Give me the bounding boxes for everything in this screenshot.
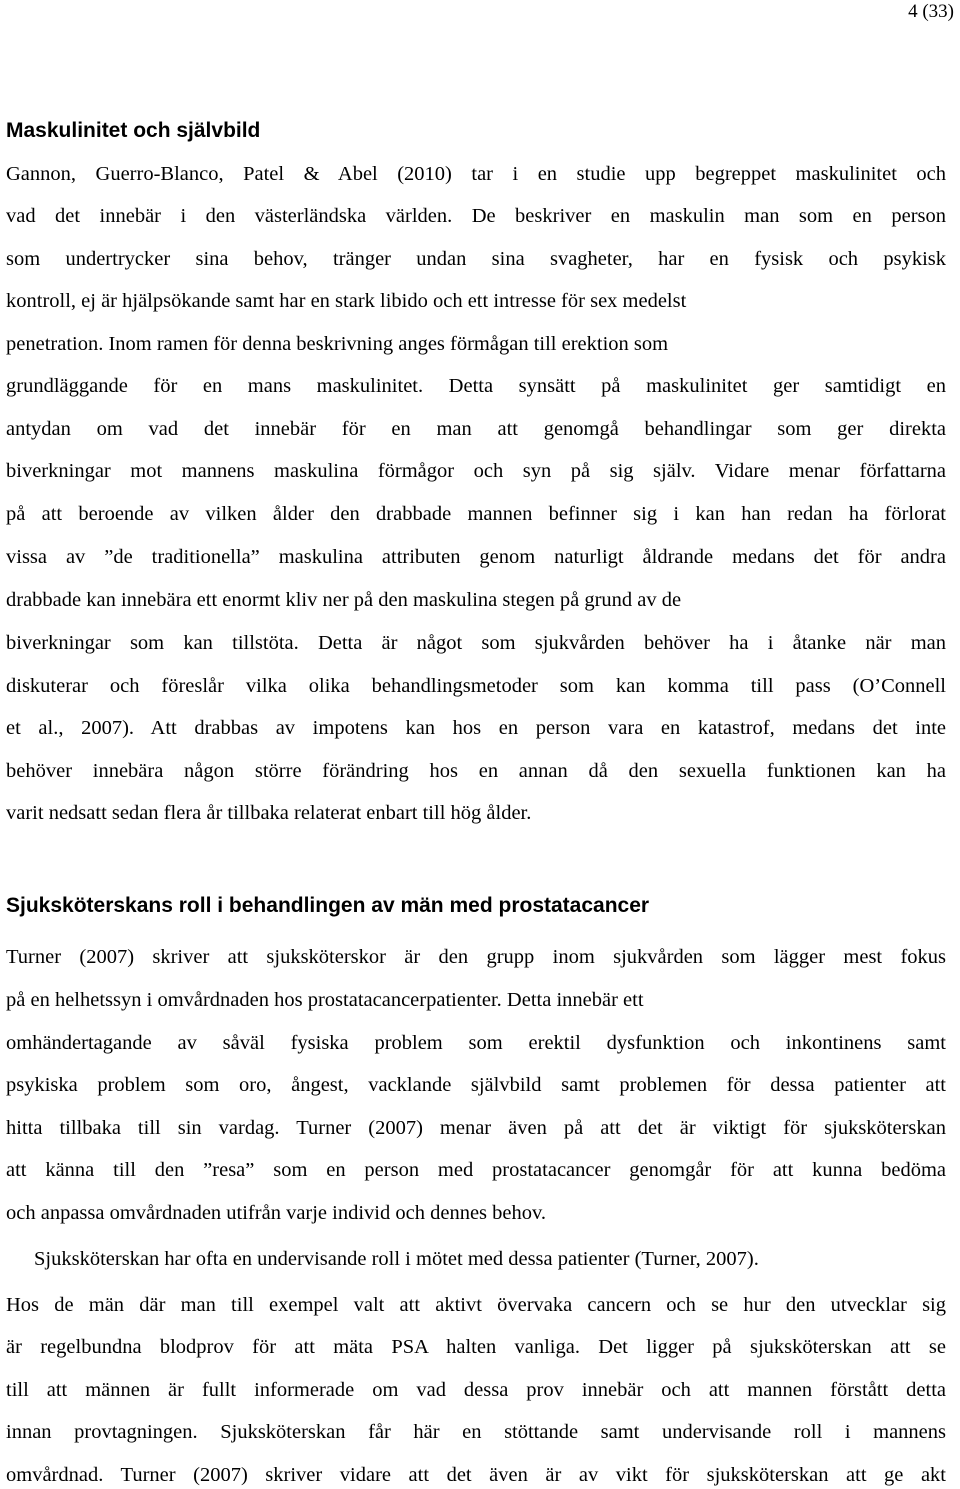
paragraph-line: Turner (2007) skriver att sjuksköterskor är den grupp inom sjukvården som lägger mest fokus [6, 946, 946, 968]
paragraph-line: biverkningar mot mannens maskulina förmågor och syn på sig själv. Vidare menar författarna [6, 460, 946, 482]
section-heading-sjukskoterskans-roll: Sjuksköterskans roll i behandlingen av män med prostatacancer [6, 894, 650, 917]
paragraph-line: vad det innebär i den västerländska världen. De beskriver en maskulin man som en person [6, 205, 946, 227]
paragraph-line: att känna till den ”resa” som en person med prostatacancer genomgår för att kunna bedöma [6, 1159, 946, 1181]
paragraph-line: biverkningar som kan tillstöta. Detta är något som sjukvården behöver ha i åtanke när man [6, 632, 946, 654]
paragraph-line: varit nedsatt sedan flera år tillbaka relaterat enbart till hög ålder. [6, 802, 532, 824]
paragraph-line: på att beroende av vilken ålder den drabbade mannen befinner sig i kan han redan ha förlorat [6, 503, 946, 525]
paragraph-line: diskuterar och föreslår vilka olika behandlingsmetoder som kan komma till pass (O’Connell [6, 675, 946, 697]
paragraph-line: drabbade kan innebära ett enormt kliv ner på den maskulina stegen på grund av de [6, 589, 682, 611]
paragraph-line: omhändertagande av såväl fysiska problem som erektil dysfunktion och inkontinens samt [6, 1032, 946, 1054]
paragraph-line: antydan om vad det innebär för en man att genomgå behandlingar som ger direkta [6, 418, 946, 440]
paragraph-line: hitta tillbaka till sin vardag. Turner (2007) menar även på att det är viktigt för sjuksköterskan [6, 1117, 946, 1139]
paragraph-line: behöver innebära någon större förändring hos en annan då den sexuella funktionen kan ha [6, 760, 946, 782]
paragraph-line: psykiska problem som oro, ångest, vacklande självbild samt problemen för dessa patienter att [6, 1074, 946, 1096]
paragraph-line: Gannon, Guerro-Blanco, Patel & Abel (2010) tar i en studie upp begreppet maskulinitet och [6, 163, 946, 185]
paragraph-line: innan provtagningen. Sjuksköterskan får här en stöttande samt undervisande roll i mannens [6, 1421, 946, 1443]
paragraph-line: som undertrycker sina behov, tränger undan sina svagheter, har en fysisk och psykisk [6, 248, 946, 270]
paragraph-line: grundläggande för en mans maskulinitet. Detta synsätt på maskulinitet ger samtidigt en [6, 375, 946, 397]
paragraph-line: kontroll, ej är hjälpsökande samt har en stark libido och ett intresse för sex medelst [6, 290, 687, 312]
paragraph-line: et al., 2007). Att drabbas av impotens kan hos en person vara en katastrof, medans det inte [6, 717, 946, 739]
paragraph-line: Hos de män där man till exempel valt att aktivt övervaka cancern och se hur den utvecklar sig [6, 1294, 946, 1316]
paragraph-line-indented: Sjuksköterskan har ofta en undervisande roll i mötet med dessa patienter (Turner, 2007). [34, 1248, 759, 1270]
paragraph-line: penetration. Inom ramen för denna beskrivning anges förmågan till erektion som [6, 333, 669, 355]
section-heading-maskulinitet: Maskulinitet och självbild [6, 119, 261, 142]
page-number: 4 (33) [908, 1, 954, 22]
paragraph-line: är regelbundna blodprov för att mäta PSA halten vanliga. Det ligger på sjuksköterskan att se [6, 1336, 946, 1358]
paragraph-line: omvårdnad. Turner (2007) skriver vidare att det även är av vikt för sjuksköterskan att ge akt [6, 1464, 946, 1486]
paragraph-line: vissa av ”de traditionella” maskulina attributen genom naturligt åldrande medans det för andra [6, 546, 946, 568]
paragraph-line: och anpassa omvårdnaden utifrån varje individ och dennes behov. [6, 1202, 547, 1224]
paragraph-line: på en helhetssyn i omvårdnaden hos prostatacancerpatienter. Detta innebär ett [6, 989, 644, 1011]
paragraph-line: till att männen är fullt informerade om vad dessa prov innebär och att mannen förstått detta [6, 1379, 946, 1401]
